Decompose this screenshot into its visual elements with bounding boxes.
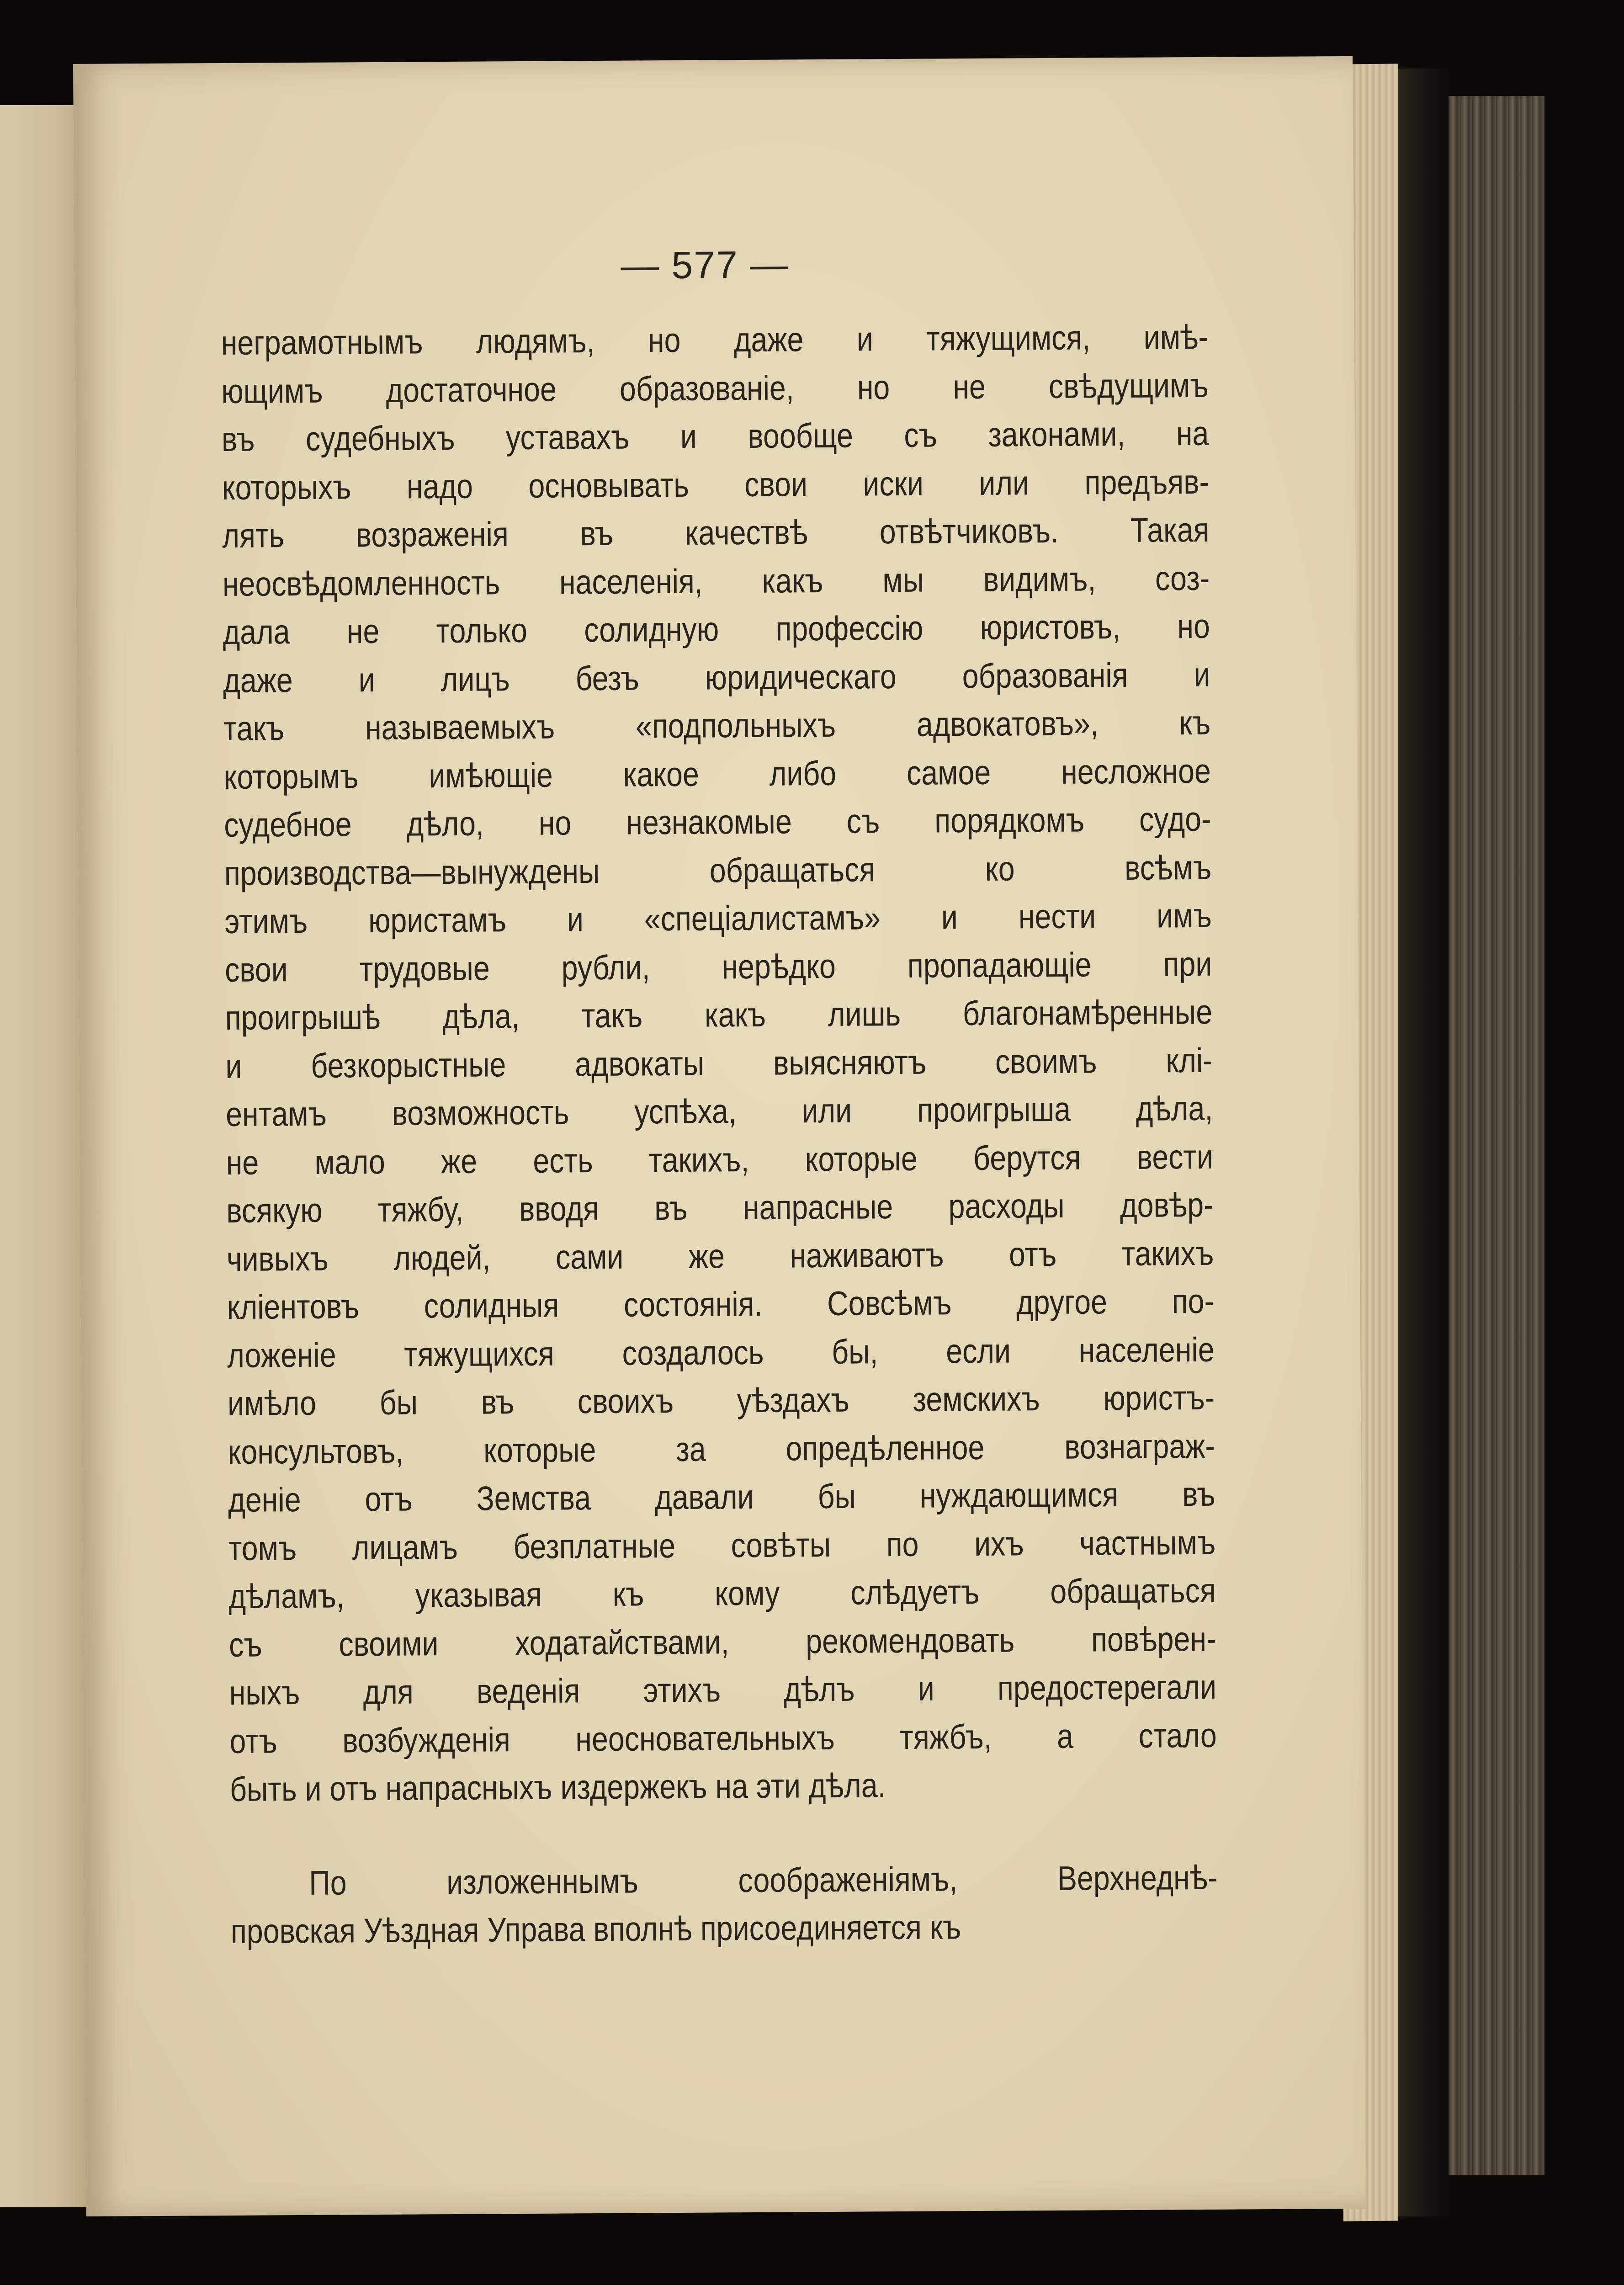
text-line: По изложеннымъ соображеніямъ, Верхнеднѣ- <box>309 1858 1218 1902</box>
body-text <box>221 314 1218 1956</box>
text-line: ложеніе тяжущихся создалось бы, если населеніе <box>227 1330 1215 1375</box>
text-line: которыхъ надо основывать свои иски или предъяв- <box>222 462 1210 507</box>
book-page <box>73 56 1366 2216</box>
text-line: имѣло бы въ своихъ уѣздахъ земскихъ юристъ- <box>227 1378 1215 1423</box>
book-block-outer-edges <box>1449 96 1544 2175</box>
paragraph <box>221 314 1217 1814</box>
text-line: лять возраженія въ качествѣ отвѣтчиковъ. Такая <box>222 510 1210 555</box>
text-line: томъ лицамъ безплатные совѣты по ихъ частнымъ <box>228 1523 1216 1568</box>
page-number: — 577 — <box>621 243 790 287</box>
text-line: дѣламъ, указывая къ кому слѣдуетъ обращаться <box>228 1571 1216 1615</box>
text-line: въ судебныхъ уставахъ и вообще съ законами, на <box>221 414 1209 459</box>
text-line: неосвѣдомленность населенія, какъ мы видимъ, соз- <box>222 558 1210 603</box>
text-line: отъ возбужденія неосновательныхъ тяжбъ, а стало <box>229 1716 1217 1760</box>
text-line: дала не только солидную профессію юристовъ, но <box>223 606 1210 652</box>
text-line: всякую тяжбу, вводя въ напрасные расходы довѣр- <box>226 1185 1214 1230</box>
text-line: ныхъ для веденія этихъ дѣлъ и предостерегали <box>229 1667 1217 1712</box>
text-line: быть и отъ напрасныхъ издержекъ на эти дѣла. <box>229 1766 886 1808</box>
text-line: кліентовъ солидныя состоянія. Совсѣмъ другое по- <box>227 1281 1215 1326</box>
text-line: этимъ юристамъ и «спеціалистамъ» и нести имъ <box>224 896 1212 941</box>
text-line: провская Уѣздная Управа вполнѣ присоединяется къ <box>230 1908 961 1950</box>
text-line: производства—вынуждены обращаться ко всѣмъ <box>224 848 1212 893</box>
text-line: которымъ имѣющіе какое либо самое несложное <box>223 751 1211 796</box>
text-line: даже и лицъ безъ юридическаго образованія и <box>223 655 1210 700</box>
paragraph <box>230 1854 1218 1956</box>
text-line: консультовъ, которые за опредѣленное вознаграж- <box>228 1426 1215 1471</box>
text-line: проигрышѣ дѣла, такъ какъ лишь благонамѣренные <box>225 992 1213 1037</box>
book-cover-board <box>1398 69 1449 2216</box>
text-line: ентамъ возможность успѣха, или проигрыша дѣла, <box>225 1089 1213 1134</box>
text-line: такъ называемыхъ «подпольныхъ адвокатовъ», къ <box>223 703 1211 748</box>
left-facing-page-edge <box>0 105 87 2207</box>
text-line: деніе отъ Земства давали бы нуждающимся въ <box>228 1474 1215 1519</box>
text-line: чивыхъ людей, сами же наживаютъ отъ такихъ <box>226 1233 1214 1278</box>
text-line: и безкорыстные адвокаты выясняютъ своимъ клі- <box>225 1041 1213 1085</box>
text-line: судебное дѣло, но незнакомые съ порядкомъ судо- <box>223 799 1211 845</box>
text-line: неграмотнымъ людямъ, но даже и тяжущимся, имѣ- <box>221 317 1209 362</box>
paragraph-gap <box>230 1808 1079 1859</box>
text-line: свои трудовые рубли, нерѣдко пропадающіе при <box>224 944 1212 989</box>
text-line: ющимъ достаточное образованіе, но не свѣдущимъ <box>221 366 1209 410</box>
text-line: съ своими ходатайствами, рекомендовать повѣрен- <box>228 1619 1216 1664</box>
text-line: не мало же есть такихъ, которые берутся вести <box>226 1137 1214 1182</box>
